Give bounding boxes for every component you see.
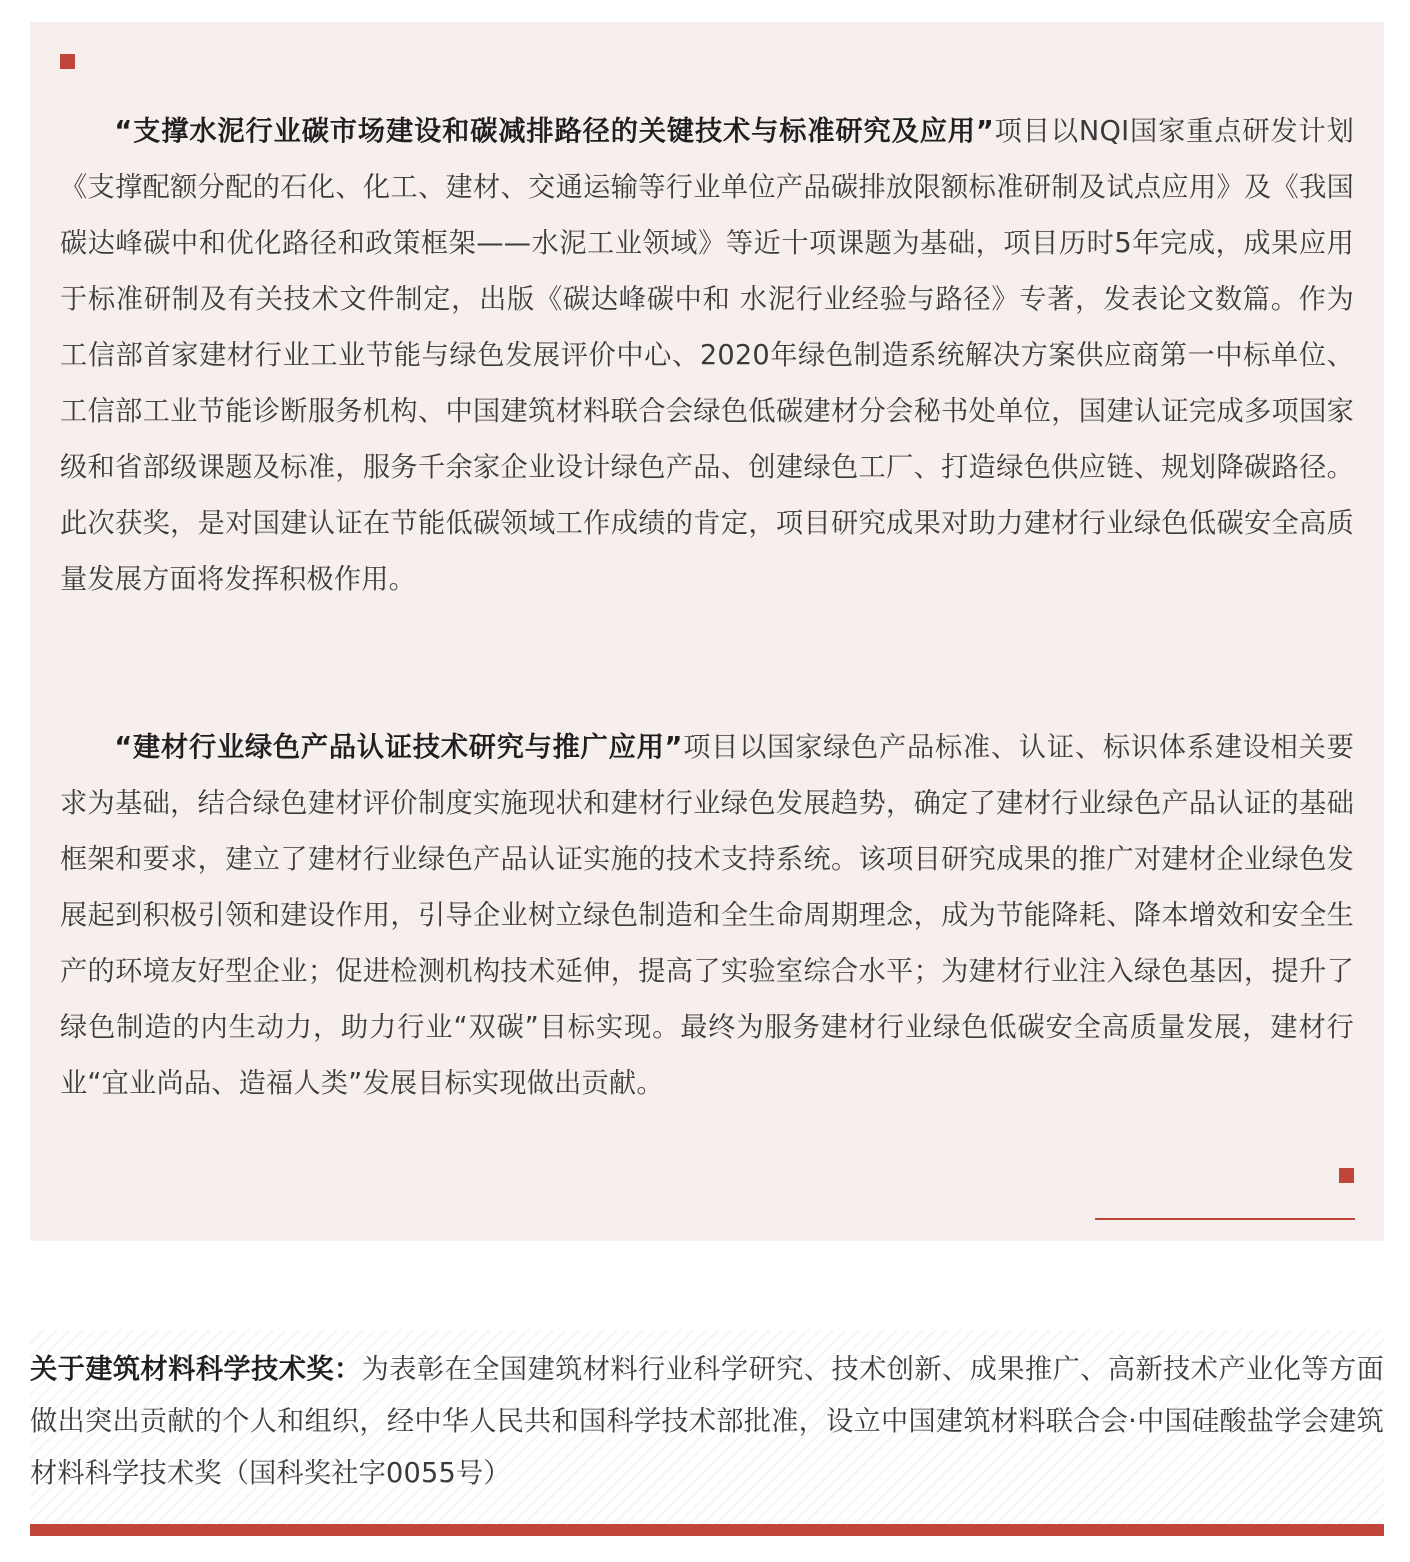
- project2-paragraph: [60, 720, 1354, 1112]
- project2-body: 项目以国家绿色产品标准、认证、标识体系建设相关要求为基础，结合绿色建材评价制度实施现状和建材行业绿色发展趋势，确定了建材行业绿色产品认证的基础框架和要求，建立了建材行业绿色产品认证实施的技术支持系统。该项目研究成果的推广对建材企业绿色发展起到积极引领和建设作用，引导企业树立绿色制造和全生命周期理念，成为节能降耗、降本增效和安全生产的环境友好型企业；促进检测机构技术延伸，提高了实验室综合水平；为建材行业注入绿色基因，提升了绿色制造的内生动力，助力行业“双碳”目标实现。最终为服务建材行业绿色低碳安全高质量发展，建材行业“宜业尚品、造福人类”发展目标实现做出贡献。: [60, 732, 1354, 1099]
- about-award-body: 为表彰在全国建筑材料行业科学研究、技术创新、成果推广、高新技术产业化等方面做出突出贡献的个人和组织，经中华人民共和国科学技术部批准，设立中国建筑材料联合会·中国硅酸盐学会建筑材料科学技术奖（国科奖社字0055号）: [30, 1354, 1384, 1489]
- about-award-label: 关于建筑材料科学技术奖：: [30, 1354, 362, 1385]
- about-award-paragraph: [30, 1344, 1384, 1500]
- panel-divider-line: [1095, 1218, 1355, 1220]
- bottom-accent-bar: [30, 1524, 1384, 1536]
- about-award-section: [30, 1330, 1384, 1524]
- top-square-marker: [60, 54, 75, 69]
- project1-title: “支撑水泥行业碳市场建设和碳减排路径的关键技术与标准研究及应用”: [114, 116, 994, 147]
- project1-body: 项目以NQI国家重点研发计划《支撑配额分配的石化、化工、建材、交通运输等行业单位产品碳排放限额标准研制及试点应用》及《我国碳达峰碳中和优化路径和政策框架——水泥工业领域》等近十项课题为基础，项目历时5年完成，成果应用于标准研制及有关技术文件制定，出版《碳达峰碳中和 水泥行业经验与路径》专著，发表论文数篇。作为工信部首家建材行业工业节能与绿色发展评价中心、2020年绿色制造系统解决方案供应商第一中标单位、工信部工业节能诊断服务机构、中国建筑材料联合会绿色低碳建材分会秘书处单位，国建认证完成多项国家级和省部级课题及标准，服务千余家企业设计绿色产品、创建绿色工厂、打造绿色供应链、规划降碳路径。此次获奖，是对国建认证在节能低碳领域工作成绩的肯定，项目研究成果对助力建材行业绿色低碳安全高质量发展方面将发挥积极作用。: [60, 116, 1355, 595]
- bottom-square-marker: [1339, 1168, 1354, 1183]
- content-panel: [30, 22, 1384, 1241]
- project2-title: “建材行业绿色产品认证技术研究与推广应用”: [114, 732, 683, 763]
- project1-paragraph: [60, 104, 1354, 608]
